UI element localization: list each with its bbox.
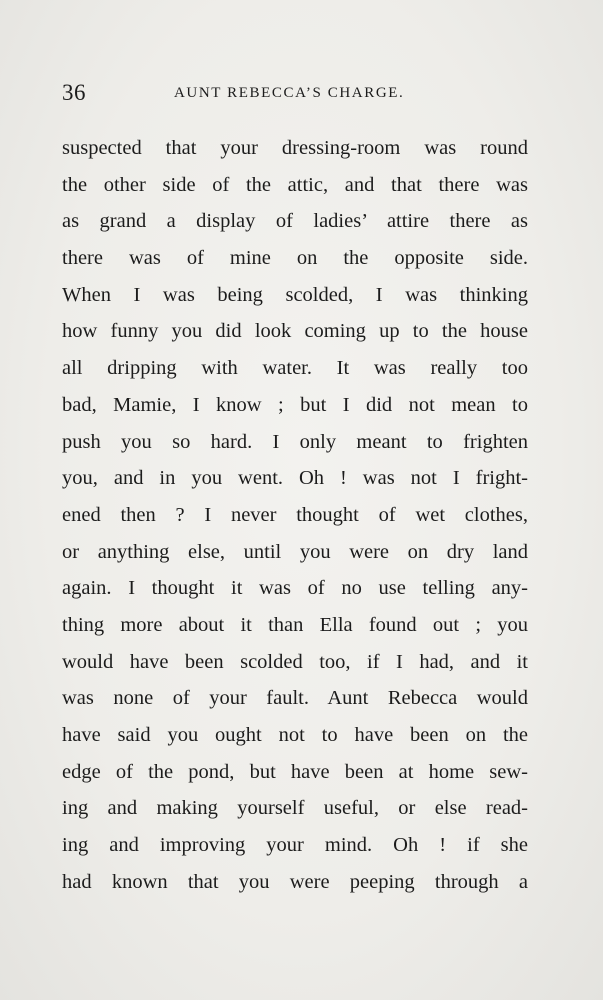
text-line: would have been scolded too, if I had, and it [62,650,528,673]
text-line: again. I thought it was of no use telling any- [62,577,528,600]
text-line: there was of mine on the opposite side. [62,247,528,270]
text-line: or anything else, until you were on dry land [62,540,528,563]
text-line: When I was being scolded, I was thinking [62,283,528,306]
text-line: all dripping with water. It was really too [62,357,528,380]
text-line: as grand a display of ladies’ attire there as [62,210,528,233]
text-line: you, and in you went. Oh ! was not I fright- [62,467,528,490]
text-line: the other side of the attic, and that there was [62,173,528,196]
text-line: how funny you did look coming up to the house [62,320,528,343]
text-line: suspected that your dressing-room was round [62,137,528,159]
text-line: push you so hard. I only meant to frighten [62,430,528,453]
text-line: have said you ought not to have been on the [62,724,528,746]
text-line: ened then ? I never thought of wet clothes, [62,503,528,526]
body-text [62,130,528,900]
text-line: ing and making yourself useful, or else read- [62,797,528,820]
text-line: thing more about it than Ella found out ; you [62,613,528,636]
page-header [62,80,532,110]
text-line: was none of your fault. Aunt Rebecca would [62,687,528,710]
text-line: ing and improving your mind. Oh ! if she [62,834,528,857]
text-line: bad, Mamie, I know ; but I did not mean to [62,393,528,416]
text-line: edge of the pond, but have been at home sew- [62,760,528,783]
page-number: 36 [62,80,86,105]
text-line: had known that you were peeping through a [62,870,528,893]
running-head: AUNT REBECCA’S CHARGE. [174,85,405,101]
